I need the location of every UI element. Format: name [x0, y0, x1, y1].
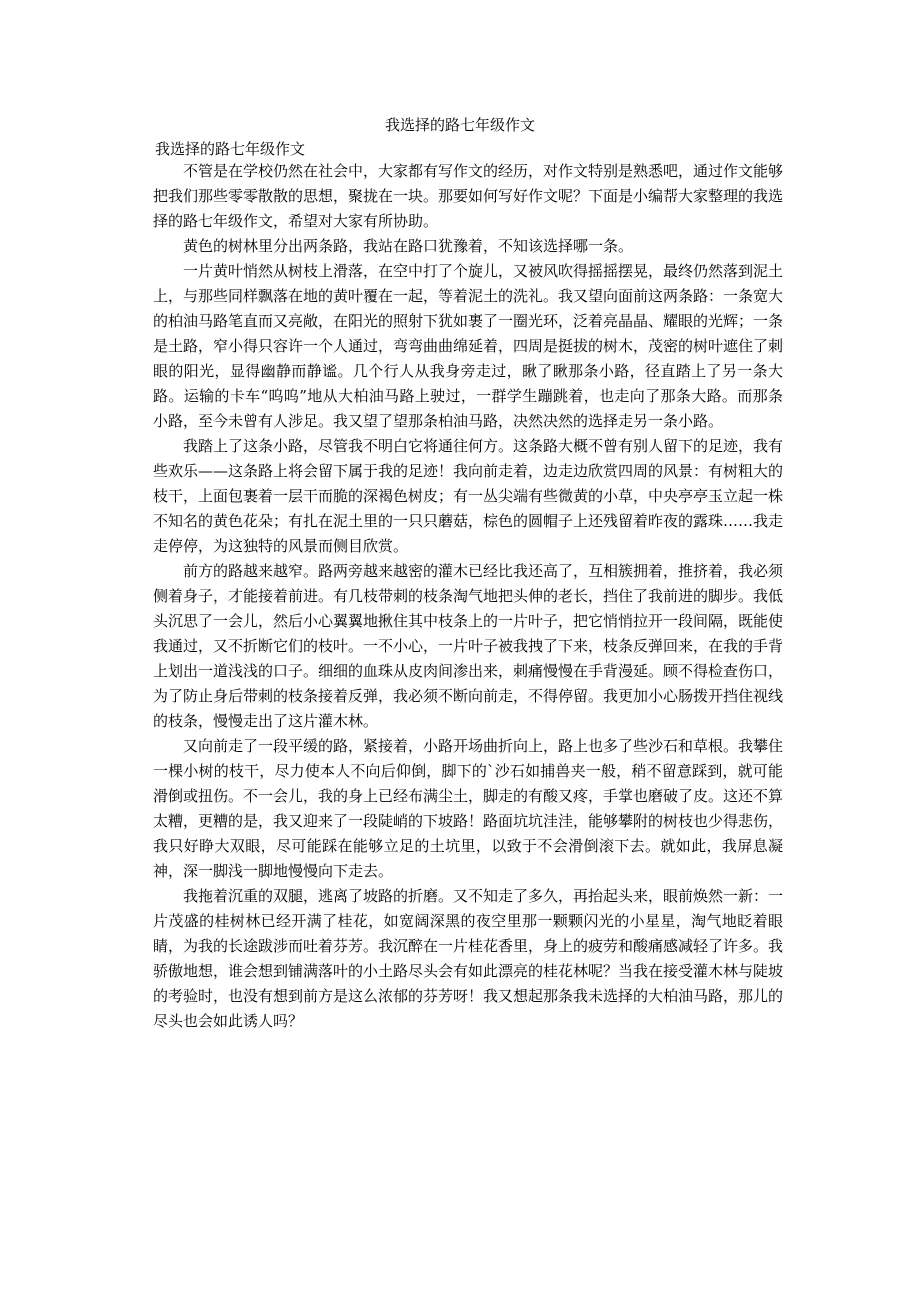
paragraph: 又向前走了一段平缓的路，紧接着，小路开场曲折向上，路上也多了些沙石和草根。我攀住一棵小树的枝干，尽力使本人不向后仰倒，脚下的`沙石如捕兽夹一般，稍不留意踩到，就可能滑倒或扭伤。不一会儿，我的身上已经布满尘土，脚走的有酸又疼，手掌也磨破了皮。这还不算太糟，更糟的是，我又迎来了一段陡峭的下坡路！路面坑坑洼洼，能够攀附的树枝也少得悲伤，我只好睁大双眼，尽可能踩在能够立足的土坑里，以致于不会滑倒滚下去。就如此，我屏息凝神，深一脚浅一脚地慢慢向下走去。	[153, 737, 784, 880]
paragraph: 我踏上了这条小路，尽管我不明白它将通往何方。这条路大概不曾有别人留下的足迹，我有些欢乐——这条路上将会留下属于我的足迹！我向前走着，边走边欣赏四周的风景：有树粗大的枝干，上面包裹着一层干而脆的深褐色树皮；有一丛尖端有些微黄的小草，中央亭亭玉立起一株不知名的黄色花朵；有扎在泥土里的一只只蘑菇，棕色的圆帽子上还残留着昨夜的露珠……我走走停停，为这独特的风景而侧目欣赏。	[153, 437, 784, 555]
paragraph: 不管是在学校仍然在社会中，大家都有写作文的经历，对作文特别是熟悉吧，通过作文能够把我们那些零零散散的思想，聚拢在一块。那要如何写好作文呢？下面是小编帮大家整理的我选择的路七年级作文，希望对大家有所协助。	[153, 162, 784, 230]
paragraph: 黄色的树林里分出两条路，我站在路口犹豫着，不知该选择哪一条。	[183, 237, 634, 255]
paragraph: 前方的路越来越窄。路两旁越来越密的灌木已经比我还高了，互相簇拥着，推挤着，我必须侧着身子，才能接着前进。有几枝带刺的枝条淘气地把头伸的老长，挡住了我前进的脚步。我低头沉思了一会儿，然后小心翼翼地揪住其中枝条上的一片叶子，把它悄悄拉开一段间隔，既能使我通过，又不折断它们的枝叶。一不小心，一片叶子被我拽了下来，枝条反弹回来，在我的手背上划出一道浅浅的口子。细细的血珠从皮肉间渗出来，刺痛慢慢在手背漫延。顾不得检查伤口，为了防止身后带刺的枝条接着反弹，我必须不断向前走，不得停留。我更加小心肠拨开挡住视线的枝条，慢慢走出了这片灌木林。	[153, 562, 784, 730]
document-subtitle: 我选择的路七年级作文	[155, 140, 306, 158]
paragraph: 一片黄叶悄然从树枝上滑落，在空中打了个旋儿，又被风吹得摇摇摆晃，最终仍然落到泥土上，与那些同样飘落在地的黄叶覆在一起，等着泥土的洗礼。我又望向面前这两条路：一条宽大的柏油马路笔直而又亮敞，在阳光的照射下犹如裹了一圈光环，泛着亮晶晶、耀眼的光辉；一条是土路，窄小得只容许一个人通过，弯弯曲曲绵延着，四周是挺拔的树木，茂密的树叶遮住了刺眼的阳光，显得幽静而静谧。几个行人从我身旁走过，瞅了瞅那条小路，径直踏上了另一条大路。运输的卡车“呜呜”地从大柏油马路上驶过，一群学生蹦跳着，也走向了那条大路。而那条小路，至今未曾有人涉足。我又望了望那条柏油马路，决然决然的选择走另一条小路。	[153, 262, 784, 430]
document-title: 我选择的路七年级作文	[384, 116, 535, 134]
document-body	[153, 159, 783, 1034]
paragraph: 我拖着沉重的双腿，逃离了坡路的折磨。又不知走了多久，再抬起头来，眼前焕然一新：一片茂盛的桂树林已经开满了桂花，如宽阔深黑的夜空里那一颗颗闪光的小星星，淘气地眨着眼睛，为我的长途跋涉而吐着芬芳。我沉醉在一片桂花香里，身上的疲劳和酸痛感减轻了许多。我骄傲地想，谁会想到铺满落叶的小土路尽头会有如此漂亮的桂花林呢？当我在接受灌木林与陡坡的考验时，也没有想到前方是这么浓郁的芬芳呀！我又想起那条我未选择的大柏油马路，那儿的尽头也会如此诱人吗？	[153, 887, 784, 1030]
